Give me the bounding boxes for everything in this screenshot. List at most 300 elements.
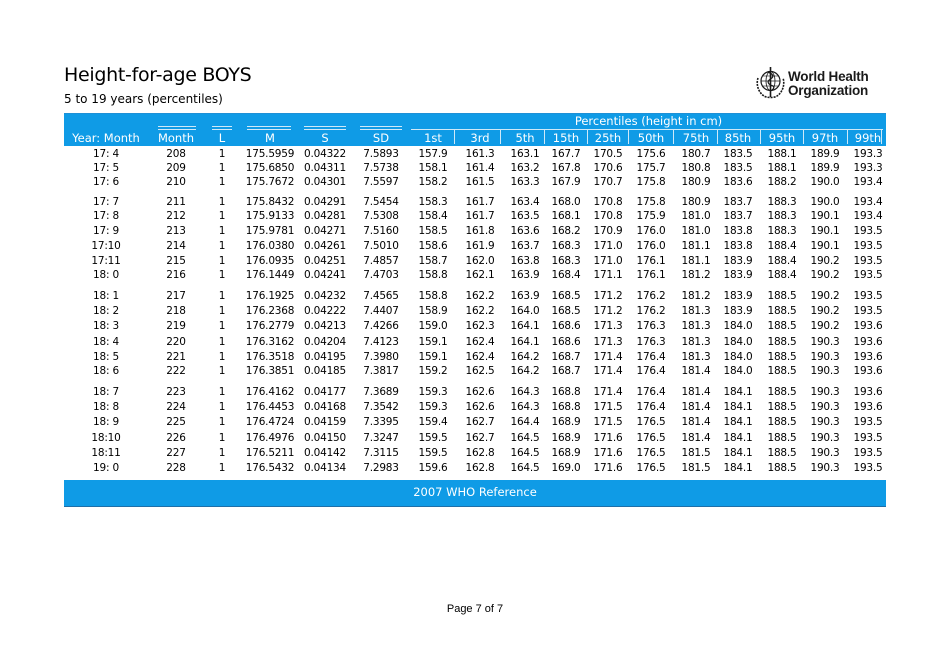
table-cell: 163.1 xyxy=(510,148,540,160)
column-separator xyxy=(803,130,804,144)
table-cell: 164.3 xyxy=(510,401,540,413)
table-cell: 159.6 xyxy=(418,462,448,474)
table-cell: 158.5 xyxy=(418,225,448,237)
table-cell: 171.5 xyxy=(593,416,623,428)
table-cell: 193.4 xyxy=(853,176,883,188)
table-cell: 7.4857 xyxy=(363,255,399,267)
table-cell: 176.4162 xyxy=(245,386,295,398)
table-cell: 158.9 xyxy=(418,305,448,317)
column-header: 50th xyxy=(637,131,665,145)
table-cell: 188.5 xyxy=(767,401,797,413)
table-cell: 184.1 xyxy=(723,447,753,459)
table-cell: 161.5 xyxy=(465,176,495,188)
table-row xyxy=(64,225,886,239)
table-cell: 162.2 xyxy=(465,305,495,317)
table-cell: 0.04204 xyxy=(303,336,347,348)
table-cell: 158.4 xyxy=(418,210,448,222)
table-cell: 18: 3 xyxy=(93,320,119,332)
table-cell: 176.1925 xyxy=(245,290,295,302)
table-cell: 227 xyxy=(166,447,186,459)
table-cell: 7.3542 xyxy=(363,401,399,413)
header-dash-rule xyxy=(304,129,346,130)
table-cell: 189.9 xyxy=(810,162,840,174)
table-row xyxy=(64,196,886,210)
table-cell: 176.5 xyxy=(636,462,666,474)
table-cell: 17:10 xyxy=(91,240,121,252)
table-cell: 176.2368 xyxy=(245,305,295,317)
table-cell: 188.5 xyxy=(767,320,797,332)
table-cell: 164.5 xyxy=(510,447,540,459)
table-cell: 181.2 xyxy=(681,269,711,281)
table-cell: 159.4 xyxy=(418,416,448,428)
table-cell: 0.04222 xyxy=(303,305,347,317)
table-cell: 190.2 xyxy=(810,269,840,281)
table-row xyxy=(64,269,886,283)
column-header: M xyxy=(265,131,275,145)
table-cell: 164.1 xyxy=(510,320,540,332)
table-cell: 188.5 xyxy=(767,462,797,474)
table-cell: 184.1 xyxy=(723,401,753,413)
table-row xyxy=(64,432,886,446)
table-cell: 188.5 xyxy=(767,365,797,377)
table-cell: 183.9 xyxy=(723,255,753,267)
table-cell: 170.8 xyxy=(593,196,623,208)
table-cell: 170.8 xyxy=(593,210,623,222)
table-cell: 17: 9 xyxy=(93,225,119,237)
table-cell: 176.0 xyxy=(636,240,666,252)
table-cell: 162.5 xyxy=(465,365,495,377)
table-cell: 1 xyxy=(218,210,226,222)
table-cell: 167.7 xyxy=(551,148,581,160)
table-cell: 183.9 xyxy=(723,290,753,302)
table-cell: 159.3 xyxy=(418,401,448,413)
table-cell: 176.5 xyxy=(636,432,666,444)
table-cell: 181.4 xyxy=(681,416,711,428)
table-cell: 193.5 xyxy=(853,290,883,302)
table-cell: 161.9 xyxy=(465,240,495,252)
table-cell: 7.3247 xyxy=(363,432,399,444)
table-cell: 183.5 xyxy=(723,162,753,174)
table-cell: 193.6 xyxy=(853,320,883,332)
table-cell: 215 xyxy=(166,255,186,267)
table-cell: 193.5 xyxy=(853,432,883,444)
table-row xyxy=(64,320,886,334)
table-cell: 7.5308 xyxy=(363,210,399,222)
table-cell: 188.3 xyxy=(767,210,797,222)
table-cell: 162.4 xyxy=(465,336,495,348)
table-cell: 0.04311 xyxy=(303,162,347,174)
table-cell: 7.5738 xyxy=(363,162,399,174)
table-cell: 176.5432 xyxy=(245,462,295,474)
table-cell: 163.5 xyxy=(510,210,540,222)
table-cell: 176.4 xyxy=(636,386,666,398)
table-cell: 190.0 xyxy=(810,196,840,208)
table-cell: 183.8 xyxy=(723,225,753,237)
header-dash-rule xyxy=(360,126,402,127)
table-cell: 7.5010 xyxy=(363,240,399,252)
table-cell: 190.3 xyxy=(810,336,840,348)
table-cell: 168.6 xyxy=(551,320,581,332)
table-cell: 170.6 xyxy=(593,162,623,174)
table-row xyxy=(64,176,886,190)
table-cell: 18: 9 xyxy=(93,416,119,428)
table-cell: 223 xyxy=(166,386,186,398)
table-cell: 158.2 xyxy=(418,176,448,188)
table-cell: 168.7 xyxy=(551,351,581,363)
table-cell: 170.9 xyxy=(593,225,623,237)
table-cell: 171.0 xyxy=(593,255,623,267)
column-header: 5th xyxy=(515,131,535,145)
table-cell: 175.6 xyxy=(636,148,666,160)
table-cell: 7.5597 xyxy=(363,176,399,188)
table-cell: 0.04271 xyxy=(303,225,347,237)
table-cell: 183.7 xyxy=(723,210,753,222)
column-header: Month xyxy=(157,131,195,145)
table-cell: 176.3518 xyxy=(245,351,295,363)
table-cell: 176.3162 xyxy=(245,336,295,348)
table-cell: 1 xyxy=(218,432,226,444)
table-cell: 193.6 xyxy=(853,365,883,377)
table-cell: 176.0935 xyxy=(245,255,295,267)
table-cell: 181.5 xyxy=(681,447,711,459)
table-cell: 164.0 xyxy=(510,305,540,317)
table-cell: 17:11 xyxy=(91,255,121,267)
table-cell: 220 xyxy=(166,336,186,348)
table-cell: 19: 0 xyxy=(93,462,119,474)
table-cell: 1 xyxy=(218,416,226,428)
table-cell: 163.9 xyxy=(510,290,540,302)
table-cell: 217 xyxy=(166,290,186,302)
table-cell: 161.7 xyxy=(465,196,495,208)
table-cell: 18: 8 xyxy=(93,401,119,413)
table-cell: 168.2 xyxy=(551,225,581,237)
table-cell: 188.1 xyxy=(767,148,797,160)
table-cell: 158.3 xyxy=(418,196,448,208)
table-row xyxy=(64,462,886,476)
table-cell: 171.4 xyxy=(593,365,623,377)
table-cell: 0.04241 xyxy=(303,269,347,281)
table-cell: 158.7 xyxy=(418,255,448,267)
column-separator xyxy=(500,130,501,144)
table-cell: 188.4 xyxy=(767,240,797,252)
table-cell: 176.5 xyxy=(636,416,666,428)
table-cell: 0.04177 xyxy=(303,386,347,398)
table-cell: 193.3 xyxy=(853,148,883,160)
table-cell: 188.5 xyxy=(767,336,797,348)
table-row xyxy=(64,447,886,461)
table-cell: 167.9 xyxy=(551,176,581,188)
column-header: 99th xyxy=(854,131,882,145)
table-cell: 17: 8 xyxy=(93,210,119,222)
table-cell: 162.7 xyxy=(465,416,495,428)
table-cell: 189.9 xyxy=(810,148,840,160)
table-cell: 7.5893 xyxy=(363,148,399,160)
table-cell: 159.2 xyxy=(418,365,448,377)
table-cell: 171.2 xyxy=(593,305,623,317)
table-cell: 184.0 xyxy=(723,320,753,332)
table-cell: 168.8 xyxy=(551,386,581,398)
table-cell: 193.5 xyxy=(853,416,883,428)
table-cell: 193.6 xyxy=(853,386,883,398)
table-cell: 7.3689 xyxy=(363,386,399,398)
column-header: 75th xyxy=(682,131,710,145)
header-dash-rule xyxy=(212,129,232,130)
table-cell: 1 xyxy=(218,305,226,317)
column-header: 25th xyxy=(594,131,622,145)
table-cell: 162.7 xyxy=(465,432,495,444)
table-cell: 163.9 xyxy=(510,269,540,281)
table-cell: 175.8 xyxy=(636,176,666,188)
table-cell: 188.5 xyxy=(767,305,797,317)
table-cell: 175.9 xyxy=(636,210,666,222)
column-separator xyxy=(454,130,455,144)
table-cell: 168.5 xyxy=(551,290,581,302)
table-cell: 193.5 xyxy=(853,305,883,317)
table-cell: 181.1 xyxy=(681,240,711,252)
table-cell: 167.8 xyxy=(551,162,581,174)
table-cell: 163.8 xyxy=(510,255,540,267)
table-cell: 175.9781 xyxy=(245,225,295,237)
table-cell: 193.5 xyxy=(853,269,883,281)
table-cell: 190.3 xyxy=(810,401,840,413)
table-cell: 17: 5 xyxy=(93,162,119,174)
footer-reference: 2007 WHO Reference xyxy=(413,485,537,499)
table-cell: 188.5 xyxy=(767,351,797,363)
table-cell: 176.4453 xyxy=(245,401,295,413)
header-bottom-rule xyxy=(64,146,886,147)
table-cell: 193.5 xyxy=(853,462,883,474)
table-cell: 163.4 xyxy=(510,196,540,208)
table-cell: 163.6 xyxy=(510,225,540,237)
table-cell: 175.7 xyxy=(636,162,666,174)
table-cell: 168.9 xyxy=(551,432,581,444)
table-cell: 164.2 xyxy=(510,351,540,363)
table-cell: 17: 7 xyxy=(93,196,119,208)
table-cell: 175.6850 xyxy=(245,162,295,174)
table-cell: 190.3 xyxy=(810,365,840,377)
table-cell: 7.3817 xyxy=(363,365,399,377)
table-cell: 184.1 xyxy=(723,386,753,398)
table-cell: 171.2 xyxy=(593,290,623,302)
table-cell: 183.8 xyxy=(723,240,753,252)
table-cell: 162.8 xyxy=(465,462,495,474)
table-row xyxy=(64,148,886,162)
table-cell: 159.1 xyxy=(418,351,448,363)
table-cell: 1 xyxy=(218,462,226,474)
table-cell: 164.5 xyxy=(510,462,540,474)
table-cell: 1 xyxy=(218,196,226,208)
table-cell: 162.3 xyxy=(465,320,495,332)
table-row xyxy=(64,305,886,319)
table-cell: 159.3 xyxy=(418,386,448,398)
table-cell: 176.3 xyxy=(636,320,666,332)
table-cell: 176.4 xyxy=(636,401,666,413)
header-dash-rule xyxy=(212,126,232,127)
table-cell: 176.1449 xyxy=(245,269,295,281)
table-cell: 163.3 xyxy=(510,176,540,188)
table-row xyxy=(64,401,886,415)
table-cell: 214 xyxy=(166,240,186,252)
page-title: Height-for-age BOYS xyxy=(64,64,252,86)
table-cell: 190.3 xyxy=(810,447,840,459)
table-cell: 18: 1 xyxy=(93,290,119,302)
table-cell: 0.04195 xyxy=(303,351,347,363)
table-cell: 226 xyxy=(166,432,186,444)
table-cell: 181.4 xyxy=(681,432,711,444)
table-cell: 175.7672 xyxy=(245,176,295,188)
table-cell: 18: 5 xyxy=(93,351,119,363)
table-cell: 188.3 xyxy=(767,225,797,237)
table-cell: 176.2 xyxy=(636,290,666,302)
table-cell: 161.3 xyxy=(465,148,495,160)
table-cell: 159.0 xyxy=(418,320,448,332)
table-cell: 176.4724 xyxy=(245,416,295,428)
table-cell: 18:11 xyxy=(91,447,121,459)
table-cell: 18:10 xyxy=(91,432,121,444)
table-cell: 193.5 xyxy=(853,240,883,252)
table-row xyxy=(64,240,886,254)
table-cell: 193.6 xyxy=(853,336,883,348)
column-header: SD xyxy=(372,131,390,145)
table-cell: 17: 6 xyxy=(93,176,119,188)
table-cell: 176.4976 xyxy=(245,432,295,444)
table-cell: 168.4 xyxy=(551,269,581,281)
table-cell: 216 xyxy=(166,269,186,281)
table-cell: 183.7 xyxy=(723,196,753,208)
table-cell: 1 xyxy=(218,351,226,363)
table-cell: 7.4266 xyxy=(363,320,399,332)
table-cell: 0.04301 xyxy=(303,176,347,188)
table-cell: 176.2 xyxy=(636,305,666,317)
table-row xyxy=(64,336,886,350)
column-header: 1st xyxy=(424,131,442,145)
table-cell: 161.4 xyxy=(465,162,495,174)
header-dash-rule xyxy=(247,129,291,130)
page-number: Page 7 of 7 xyxy=(446,603,504,615)
table-cell: 18: 0 xyxy=(93,269,119,281)
table-cell: 181.1 xyxy=(681,255,711,267)
table-cell: 158.6 xyxy=(418,240,448,252)
table-cell: 171.1 xyxy=(593,269,623,281)
table-cell: 162.6 xyxy=(465,386,495,398)
table-cell: 193.5 xyxy=(853,447,883,459)
table-cell: 184.0 xyxy=(723,336,753,348)
table-cell: 188.4 xyxy=(767,269,797,281)
logo-line-1: World Health xyxy=(788,69,869,84)
table-cell: 162.2 xyxy=(465,290,495,302)
table-row xyxy=(64,162,886,176)
table-cell: 181.5 xyxy=(681,462,711,474)
table-cell: 171.6 xyxy=(593,462,623,474)
column-header: 15th xyxy=(552,131,580,145)
table-cell: 162.8 xyxy=(465,447,495,459)
table-cell: 159.5 xyxy=(418,432,448,444)
table-cell: 17: 4 xyxy=(93,148,119,160)
table-cell: 184.0 xyxy=(723,351,753,363)
table-cell: 18: 6 xyxy=(93,365,119,377)
table-cell: 183.5 xyxy=(723,148,753,160)
table-cell: 176.5 xyxy=(636,447,666,459)
footer-rule xyxy=(64,506,886,507)
table-cell: 161.8 xyxy=(465,225,495,237)
table-cell: 176.1 xyxy=(636,255,666,267)
table-cell: 190.0 xyxy=(810,176,840,188)
table-cell: 190.1 xyxy=(810,240,840,252)
table-cell: 158.8 xyxy=(418,290,448,302)
who-emblem-icon xyxy=(754,64,787,102)
table-cell: 183.6 xyxy=(723,176,753,188)
column-header: S xyxy=(321,131,329,145)
table-cell: 181.4 xyxy=(681,365,711,377)
table-cell: 181.0 xyxy=(681,210,711,222)
column-separator xyxy=(628,130,629,144)
table-cell: 168.9 xyxy=(551,447,581,459)
table-cell: 190.2 xyxy=(810,305,840,317)
table-cell: 181.4 xyxy=(681,401,711,413)
table-cell: 158.1 xyxy=(418,162,448,174)
table-cell: 162.4 xyxy=(465,351,495,363)
table-cell: 190.3 xyxy=(810,386,840,398)
header-dash-rule xyxy=(304,126,346,127)
table-cell: 176.3851 xyxy=(245,365,295,377)
percentiles-title: Percentiles (height in cm) xyxy=(574,114,723,128)
table-cell: 184.1 xyxy=(723,462,753,474)
table-cell: 188.2 xyxy=(767,176,797,188)
table-cell: 181.4 xyxy=(681,386,711,398)
table-cell: 176.4 xyxy=(636,365,666,377)
table-cell: 176.2779 xyxy=(245,320,295,332)
table-cell: 193.5 xyxy=(853,255,883,267)
column-header: 3rd xyxy=(470,131,490,145)
table-cell: 0.04232 xyxy=(303,290,347,302)
table-cell: 1 xyxy=(218,162,226,174)
table-cell: 0.04159 xyxy=(303,416,347,428)
table-cell: 18: 7 xyxy=(93,386,119,398)
table-cell: 188.1 xyxy=(767,162,797,174)
table-cell: 218 xyxy=(166,305,186,317)
table-cell: 176.5211 xyxy=(245,447,295,459)
column-separator xyxy=(760,130,761,144)
table-cell: 162.0 xyxy=(465,255,495,267)
table-cell: 176.3 xyxy=(636,336,666,348)
column-header: 85th xyxy=(724,131,752,145)
table-cell: 181.2 xyxy=(681,290,711,302)
table-cell: 1 xyxy=(218,290,226,302)
table-cell: 188.5 xyxy=(767,416,797,428)
table-cell: 180.7 xyxy=(681,148,711,160)
table-cell: 210 xyxy=(166,176,186,188)
table-cell: 18: 4 xyxy=(93,336,119,348)
table-cell: 7.2983 xyxy=(363,462,399,474)
table-cell: 190.3 xyxy=(810,432,840,444)
table-cell: 168.0 xyxy=(551,196,581,208)
table-cell: 0.04150 xyxy=(303,432,347,444)
table-cell: 1 xyxy=(218,148,226,160)
table-cell: 180.8 xyxy=(681,162,711,174)
table-cell: 212 xyxy=(166,210,186,222)
table-cell: 175.5959 xyxy=(245,148,295,160)
table-cell: 7.5454 xyxy=(363,196,399,208)
table-cell: 0.04291 xyxy=(303,196,347,208)
table-cell: 168.8 xyxy=(551,401,581,413)
table-cell: 209 xyxy=(166,162,186,174)
table-cell: 1 xyxy=(218,225,226,237)
table-cell: 0.04322 xyxy=(303,148,347,160)
table-cell: 7.4123 xyxy=(363,336,399,348)
table-cell: 222 xyxy=(166,365,186,377)
table-cell: 7.4703 xyxy=(363,269,399,281)
table-cell: 183.9 xyxy=(723,305,753,317)
